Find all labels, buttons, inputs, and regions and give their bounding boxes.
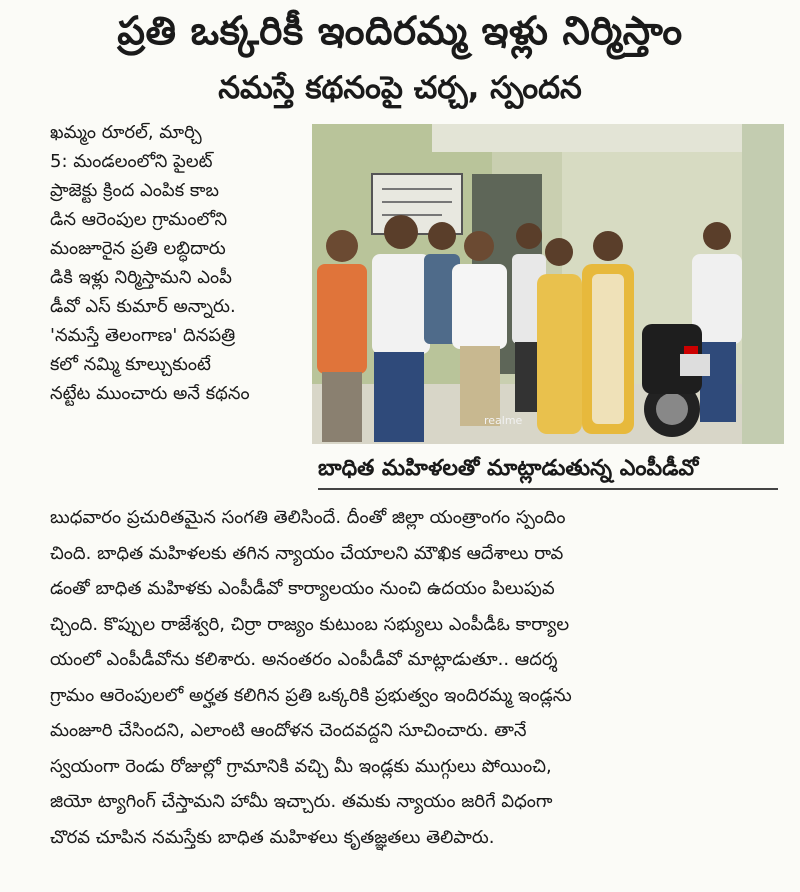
body-line: చ్చింది. కొప్పుల రాజేశ్వరి, చిర్రా రాజ్యం కుటుంబ సభ్యులు ఎంపీడీఓ కార్యాల [50,613,570,635]
column-line: ఖమ్మం రూరల్, మార్చి [50,122,202,143]
column-line: 'నమస్తే తెలంగాణ' దినపత్రి [50,325,236,346]
column-line: డిన ఆరెంపుల గ్రామంలోని [50,209,228,230]
body-text [50,500,780,855]
body-line: బుధవారం ప్రచురితమైన సంగతి తెలిసిందే. దీంతో జిల్లా యంత్రాంగం స్పందిం [50,507,566,528]
column-line: 5: మండలంలోని పైలట్ [50,151,213,172]
column-line: నట్టేట ముంచారు అనే కథనం [50,383,250,404]
body-line: స్వయంగా రెండు రోజుల్లో గ్రామానికి వచ్చి మీ ఇండ్లకు ముగ్గులు పోయించి, [50,755,552,777]
body-line: చింది. బాధిత మహిళలకు తగిన న్యాయం చేయాలని మౌఖిక ఆదేశాలు రావ [50,542,564,564]
caption-divider [318,488,778,490]
photo-caption: బాధిత మహిళలతో మాట్లాడుతున్న ఎంపీడీవో [318,456,699,481]
column-line: ప్రాజెక్టు క్రింద ఎంపిక కాబ [50,180,219,201]
body-line: డంతో బాధిత మహిళకు ఎంపీడీవో కార్యాలయం నుంచి ఉదయం పిలుపువ [50,578,555,599]
body-line: గ్రామం ఆరెంపులలో అర్హత కలిగిన ప్రతి ఒక్కరికి ప్రభుత్వం ఇందిరమ్మ ఇండ్లను [50,684,572,706]
body-line: మంజూరి చేసిందని, ఎలాంటి ఆందోళన చెందవద్దని సూచించారు. తానే [50,720,527,741]
column-line: కలో నమ్మి కూల్చుకుంటే [50,354,211,375]
photo-illustration [312,124,784,444]
body-line: జియో ట్యాగింగ్ చేస్తామని హామీ ఇచ్చారు. తమకు న్యాయం జరిగే విధంగా [50,791,553,812]
column-line: డీవో ఎస్ కుమార్ అన్నారు. [50,296,236,317]
body-line: యంలో ఎంపీడీవోను కలిశారు. అనంతరం ఎంపీడీవో మాట్లాడుతూ.. ఆదర్శ [50,649,558,670]
photo-watermark: realme [484,414,523,427]
headline: ప్రతి ఒక్కరికీ ఇందిరమ్మ ఇళ్లు నిర్మిస్తాం [117,9,683,54]
subheadline: నమస్తే కథనంపై చర్చ, స్పందన [218,70,582,106]
news-photo [312,124,784,444]
column-line: డికి ఇళ్లు నిర్మిస్తామని ఎంపీ [50,267,232,288]
body-line: చొరవ చూపిన నమస్తేకు బాధిత మహిళలు కృతజ్ఞతలు తెలిపారు. [50,826,495,848]
column-text [50,118,308,408]
column-line: మంజూరైన ప్రతి లబ్ధిదారు [50,238,226,259]
